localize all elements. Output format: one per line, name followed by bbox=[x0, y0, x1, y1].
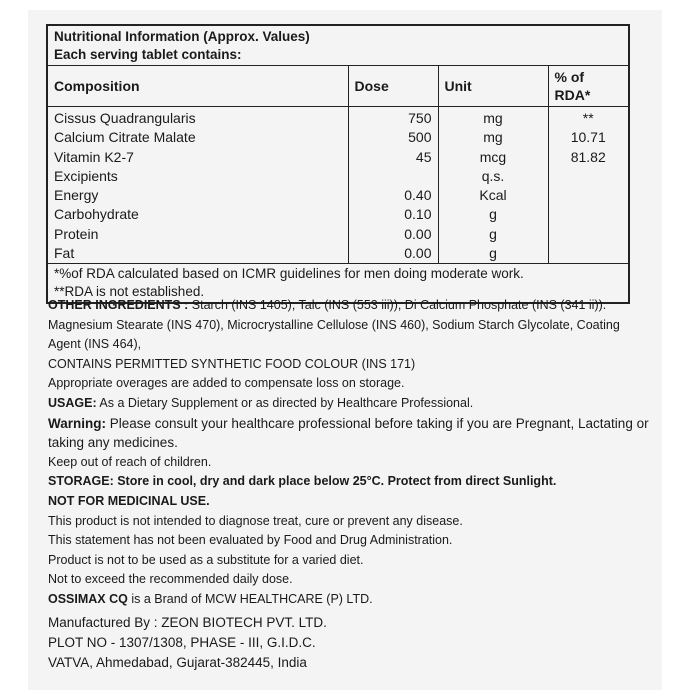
other-ingredients-label: OTHER INGREDIENTS : bbox=[48, 298, 189, 312]
brand-name: OSSIMAX CQ bbox=[48, 591, 128, 606]
disclaimer-line: Product is not to be used as a substitute for a varied diet. bbox=[48, 552, 364, 567]
row-rda bbox=[548, 186, 628, 205]
label-panel bbox=[28, 10, 662, 690]
manufacturer-line-1: Manufactured By : ZEON BIOTECH PVT. LTD. bbox=[48, 614, 327, 630]
nutrition-table-box bbox=[46, 24, 630, 304]
row-dose: 45 bbox=[348, 148, 438, 167]
colour-note: CONTAINS PERMITTED SYNTHETIC FOOD COLOUR (INS 171) bbox=[48, 356, 416, 371]
table-row bbox=[48, 128, 628, 147]
usage-line: USAGE: As a Dietary Supplement or as directed by Healthcare Professional. bbox=[48, 395, 474, 410]
row-unit: mg bbox=[438, 107, 548, 129]
warning-line-2: taking any medicines. bbox=[48, 435, 178, 451]
manufacturer-line-2: PLOT NO - 1307/1308, PHASE - III, G.I.D.C. bbox=[48, 634, 316, 650]
row-name: Energy bbox=[54, 187, 99, 204]
row-unit: mcg bbox=[438, 148, 548, 167]
nutrition-title: Nutritional Information (Approx. Values) bbox=[54, 29, 310, 44]
row-rda: ** bbox=[548, 107, 628, 129]
row-rda bbox=[548, 225, 628, 244]
row-name: Excipients bbox=[54, 167, 118, 184]
storage-line: STORAGE: Store in cool, dry and dark place below 25°C. Protect from direct Sunlight. bbox=[48, 474, 557, 489]
disclaimer-line: Not to exceed the recommended daily dose. bbox=[48, 572, 293, 587]
row-rda bbox=[548, 167, 628, 186]
row-name: Fat bbox=[54, 245, 75, 262]
row-rda: 81.82 bbox=[548, 148, 628, 167]
other-ingredients-line-1: OTHER INGREDIENTS : Starch (INS 1405), Talc (INS (553 iii)), Di Calcium Phosphate (INS (341 ii)). bbox=[48, 298, 607, 312]
row-dose: 0.10 bbox=[348, 205, 438, 224]
brand-line: OSSIMAX CQ is a Brand of MCW HEALTHCARE (P) LTD. bbox=[48, 591, 373, 606]
disclaimer-line: This statement has not been evaluated by Food and Drug Administration. bbox=[48, 533, 453, 548]
row-dose: 0.00 bbox=[348, 244, 438, 263]
table-row bbox=[48, 205, 628, 224]
header-unit: Unit bbox=[438, 66, 548, 107]
disclaimer-line: This product is not intended to diagnose treat, cure or prevent any disease. bbox=[48, 513, 463, 528]
table-row bbox=[48, 186, 628, 205]
warning-label: Warning: bbox=[48, 415, 106, 431]
row-unit: mg bbox=[438, 128, 548, 147]
row-unit: q.s. bbox=[438, 167, 548, 186]
table-row bbox=[48, 225, 628, 244]
table-row bbox=[48, 148, 628, 167]
row-rda bbox=[548, 205, 628, 224]
label-body-text bbox=[48, 296, 648, 673]
table-row bbox=[48, 107, 628, 129]
row-rda bbox=[548, 244, 628, 263]
row-dose: 500 bbox=[348, 128, 438, 147]
row-name: Carbohydrate bbox=[54, 206, 139, 223]
row-name: Cissus Quadrangularis bbox=[54, 110, 196, 126]
nutrition-header bbox=[48, 26, 628, 66]
footnote-rda-not-established: **RDA is not established. bbox=[54, 284, 205, 300]
table-row bbox=[48, 244, 628, 263]
table-row bbox=[48, 167, 628, 186]
header-composition: Composition bbox=[48, 66, 348, 107]
overages-note: Appropriate overages are added to compensate loss on storage. bbox=[48, 376, 405, 391]
usage-label: USAGE: bbox=[48, 395, 97, 410]
row-dose: 0.00 bbox=[348, 225, 438, 244]
header-dose: Dose bbox=[348, 66, 438, 107]
row-name: Calcium Citrate Malate bbox=[54, 129, 196, 146]
footnote-rda-basis: *%of RDA calculated based on ICMR guidelines for men doing moderate work. bbox=[54, 266, 524, 282]
row-unit: g bbox=[438, 205, 548, 224]
storage-label: STORAGE: bbox=[48, 474, 114, 489]
header-rda: % of RDA* bbox=[548, 66, 628, 107]
reach-note: Keep out of reach of children. bbox=[48, 454, 212, 469]
not-medicinal: NOT FOR MEDICINAL USE. bbox=[48, 493, 210, 508]
other-ingredients-line-3: Agent (INS 464), bbox=[48, 337, 142, 352]
row-unit: g bbox=[438, 244, 548, 263]
nutrition-subtitle: Each serving tablet contains: bbox=[54, 47, 242, 62]
row-dose: 0.40 bbox=[348, 186, 438, 205]
row-name: Vitamin K2-7 bbox=[54, 148, 134, 165]
row-unit: g bbox=[438, 225, 548, 244]
composition-table bbox=[48, 66, 628, 263]
row-dose bbox=[348, 167, 438, 186]
row-unit: Kcal bbox=[438, 186, 548, 205]
other-ingredients-line-2: Magnesium Stearate (INS 470), Microcrystalline Cellulose (INS 460), Sodium Starch Glycolate, Coating bbox=[48, 317, 620, 332]
row-rda: 10.71 bbox=[548, 128, 628, 147]
table-header-row bbox=[48, 66, 628, 107]
row-name: Protein bbox=[54, 225, 99, 242]
warning-line-1: Warning: Please consult your healthcare professional before taking if you are Pregnant, Lactating or bbox=[48, 415, 649, 431]
row-dose: 750 bbox=[348, 107, 438, 129]
manufacturer-line-3: VATVA, Ahmedabad, Gujarat-382445, India bbox=[48, 654, 307, 670]
